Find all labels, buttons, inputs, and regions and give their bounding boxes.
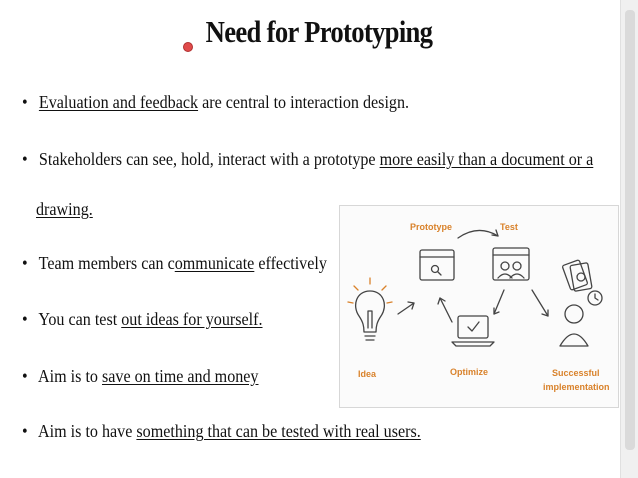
figure-label-test: Test bbox=[500, 222, 518, 232]
figure-label-optimize: Optimize bbox=[450, 367, 489, 377]
bullet-underlined-text: Evaluation and feedback bbox=[38, 92, 199, 112]
bullet-symbol: • bbox=[22, 253, 28, 273]
figure-label-prototype: Prototype bbox=[410, 222, 453, 232]
bullet-underlined-text: save on time and money bbox=[101, 366, 259, 386]
bullet-underlined-text: drawing. bbox=[36, 199, 93, 219]
bullet-symbol: • bbox=[22, 92, 28, 112]
figure-label-idea: Idea bbox=[358, 369, 377, 379]
bullet-item bbox=[22, 149, 593, 170]
bullet-continuation bbox=[36, 199, 93, 220]
bullet-text: effectively bbox=[254, 253, 327, 273]
bullet-item bbox=[22, 309, 263, 330]
slide-title: Need for Prototyping bbox=[205, 14, 433, 49]
laptop-check-icon bbox=[452, 316, 494, 346]
bullet-symbol: • bbox=[22, 309, 28, 329]
figure-label-successful: Successful bbox=[552, 368, 600, 378]
bullet-underlined-text: out ideas for yourself. bbox=[121, 309, 263, 329]
scrollbar-thumb[interactable] bbox=[625, 10, 635, 450]
bullet-item bbox=[22, 92, 409, 113]
bullet-text: are central to interaction design. bbox=[198, 92, 410, 112]
bullet-symbol: • bbox=[22, 366, 28, 386]
bullet-text: Team members can c bbox=[38, 253, 175, 273]
bullet-underlined-text: something that can be tested with real users. bbox=[136, 421, 421, 441]
users-icon bbox=[493, 248, 529, 280]
window-icon bbox=[420, 250, 454, 280]
bullet-item bbox=[22, 366, 258, 387]
bullet-text: Aim is to have bbox=[38, 421, 137, 441]
bullet-underlined-text: ommunicate bbox=[174, 253, 255, 273]
bullet-text: Stakeholders can see, hold, interact with a prototype bbox=[38, 149, 380, 169]
bullet-underlined-text: more easily than a document or a bbox=[379, 149, 594, 169]
bullet-symbol: • bbox=[22, 149, 28, 169]
vertical-scrollbar[interactable] bbox=[620, 0, 638, 478]
bullet-symbol: • bbox=[22, 421, 28, 441]
bullet-text: Aim is to bbox=[38, 366, 102, 386]
bullet-text: You can test bbox=[38, 309, 122, 329]
pointer-dot bbox=[183, 42, 193, 52]
figure-label-implementation: implementation bbox=[543, 382, 610, 392]
person-money-icon bbox=[560, 260, 602, 346]
bullet-item bbox=[22, 253, 327, 274]
bullet-item bbox=[22, 421, 421, 442]
lightbulb-icon bbox=[348, 278, 392, 340]
prototyping-cycle-figure bbox=[339, 205, 619, 408]
